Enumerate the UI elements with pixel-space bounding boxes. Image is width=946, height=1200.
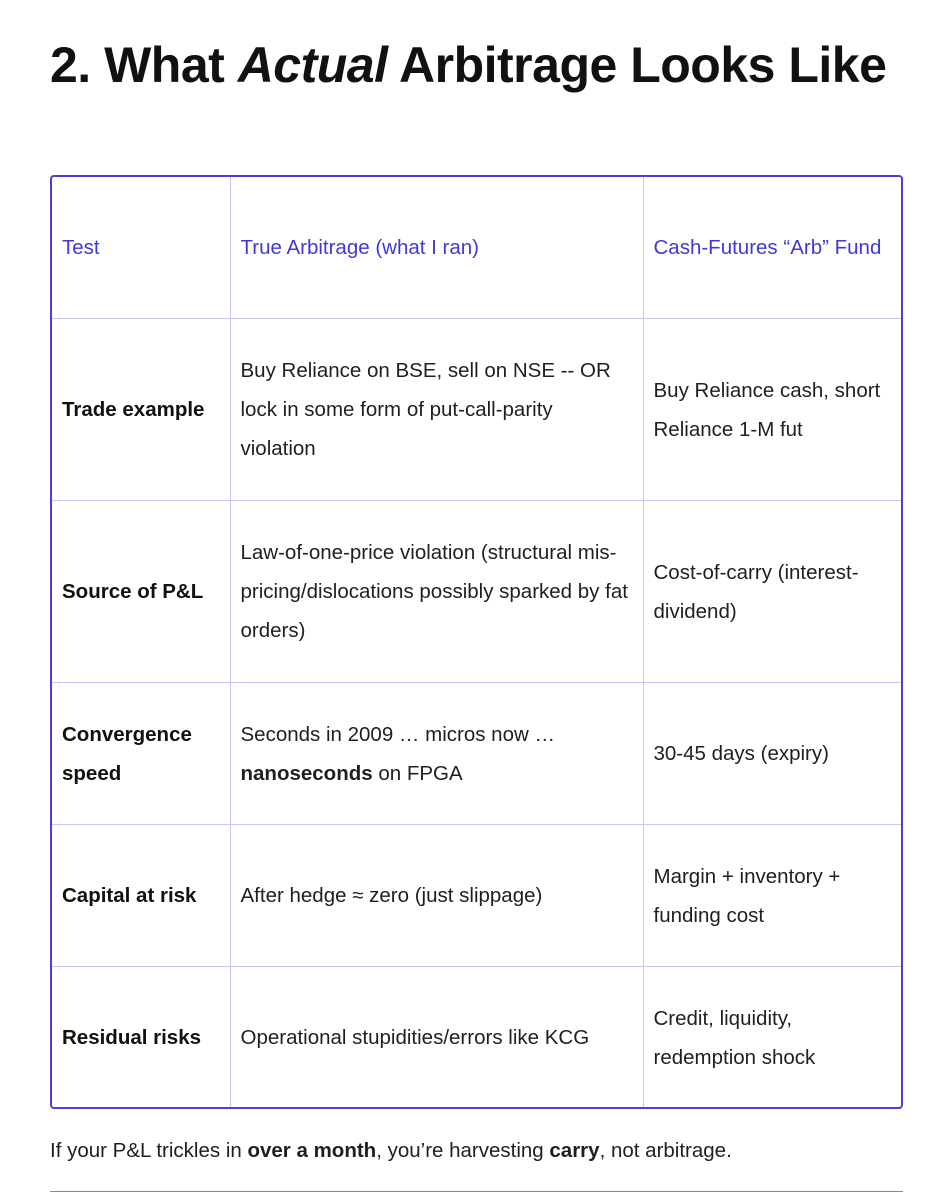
cell-true-arb-convergence-speed <box>230 683 643 825</box>
cell-true-arb-capital-at-risk: After hedge ≈ zero (just slippage) <box>230 825 643 967</box>
footer-text-3: , not arbitrage. <box>599 1139 732 1162</box>
table-row <box>52 825 901 967</box>
page-title <box>50 38 910 93</box>
cell-fund-source-of-pl: Cost-of-carry (interest-dividend) <box>643 501 901 683</box>
footer-bold-2: carry <box>549 1139 600 1162</box>
table-row <box>52 319 901 501</box>
convergence-text-bold: nanoseconds <box>240 761 373 785</box>
cell-true-arb-source-of-pl: Law-of-one-price violation (structural mis-pricing/dislocations possibly sparked by fat orders) <box>230 501 643 683</box>
cell-fund-residual-risks: Credit, liquidity, redemption shock <box>643 967 901 1109</box>
convergence-text-suffix: on FPGA <box>372 761 463 785</box>
title-prefix: 2. What <box>50 37 238 93</box>
header-true-arbitrage: True Arbitrage (what I ran) <box>230 177 643 319</box>
row-label-residual-risks: Residual risks <box>52 967 230 1109</box>
title-emphasis: Actual <box>237 37 388 93</box>
cell-fund-trade-example: Buy Reliance cash, short Reliance 1-M fut <box>643 319 901 501</box>
header-cash-futures-fund: Cash-Futures “Arb” Fund <box>643 177 901 319</box>
comparison-table-container <box>50 175 903 1109</box>
title-suffix: Arbitrage Looks Like <box>387 37 887 93</box>
cell-true-arb-residual-risks: Operational stupidities/errors like KCG <box>230 967 643 1109</box>
row-label-convergence-speed: Convergence speed <box>52 683 230 825</box>
table-row <box>52 501 901 683</box>
table-row <box>52 967 901 1109</box>
table-header-row <box>52 177 901 319</box>
row-label-source-of-pl: Source of P&L <box>52 501 230 683</box>
row-label-trade-example: Trade example <box>52 319 230 501</box>
cell-fund-capital-at-risk: Margin + inventory + funding cost <box>643 825 901 967</box>
header-test: Test <box>52 177 230 319</box>
horizontal-divider <box>50 1191 903 1192</box>
row-label-capital-at-risk: Capital at risk <box>52 825 230 967</box>
footer-bold-1: over a month <box>247 1139 377 1162</box>
table-row <box>52 683 901 825</box>
footer-text-2: , you’re harvesting <box>376 1139 550 1162</box>
footer-text-1: If your P&L trickles in <box>50 1139 248 1162</box>
cell-true-arb-trade-example: Buy Reliance on BSE, sell on NSE -- OR lock in some form of put-call-parity violation <box>230 319 643 501</box>
cell-fund-convergence-speed: 30-45 days (expiry) <box>643 683 901 825</box>
convergence-text-prefix: Seconds in 2009 … micros now … <box>240 722 555 746</box>
footer-note <box>50 1133 910 1169</box>
comparison-table <box>52 177 901 1108</box>
